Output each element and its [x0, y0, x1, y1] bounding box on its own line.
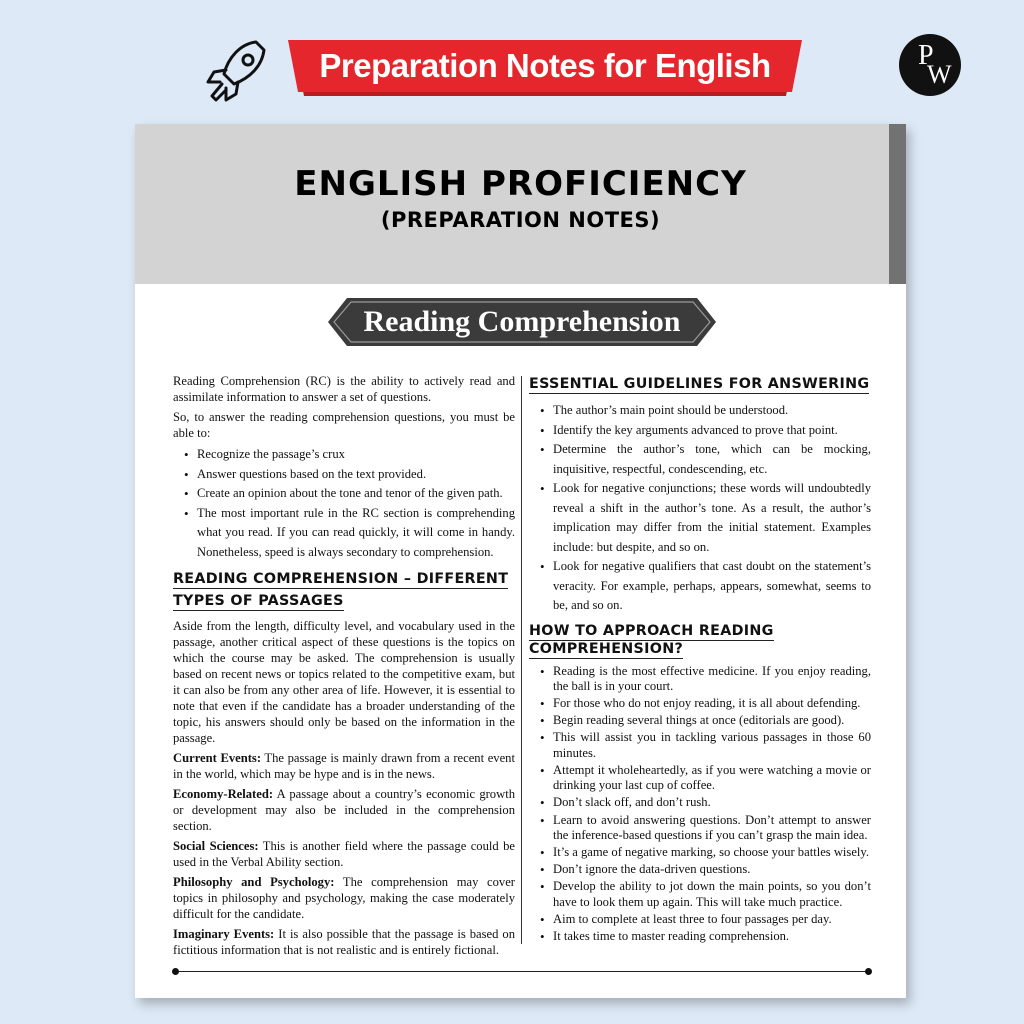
list-item: • Reading is the most effective medicine. If you enjoy reading, the ball is in your court.	[553, 664, 871, 695]
list-item: • Develop the ability to jot down the main points, so you don’t have to look them up again. This will take much practice.	[553, 879, 871, 910]
section-title: Reading Comprehension	[363, 305, 681, 338]
list-item: • Don’t slack off, and don’t rush.	[553, 795, 871, 811]
list-item: • Aim to complete at least three to four passages per day.	[553, 912, 871, 928]
list-item: • Learn to avoid answering questions. Don’t attempt to answer the inference-based questions if you can’t grasp the main idea.	[553, 813, 871, 844]
type-philosophy: Philosophy and Psychology: The comprehension may cover topics in philosophy and psychology, making the case moderately difficult for the candidate.	[173, 875, 515, 921]
header-edge	[889, 124, 906, 284]
rocket-icon	[204, 38, 268, 110]
logo-letter-w: W	[927, 60, 952, 89]
guidelines-list	[529, 401, 871, 616]
list-item: • Create an opinion about the tone and tenor of the given path.	[197, 484, 515, 504]
list-item: • It’s a game of negative marking, so choose your battles wisely.	[553, 845, 871, 861]
type-imaginary: Imaginary Events: It is also possible that the passage is based on fictitious information that is not realistic and is entirely fictional.	[173, 927, 515, 957]
passage-types-heading: READING COMPREHENSION – DIFFERENT TYPES OF PASSAGES	[173, 571, 509, 609]
page-subtitle: (PREPARATION NOTES)	[380, 208, 661, 232]
type-economy: Economy-Related: A passage about a country’s economic growth or development may also be included in the comprehension section.	[173, 787, 515, 833]
page-title: ENGLISH PROFICIENCY	[294, 164, 747, 204]
approach-list	[529, 664, 871, 945]
document-page	[135, 124, 906, 998]
column-divider	[521, 376, 522, 944]
banner-title: Preparation Notes for English	[319, 47, 771, 84]
rule-dot-left	[172, 968, 179, 975]
passage-types-paragraph: Aside from the length, difficulty level, and vocabulary used in the passage, another critical aspect of these questions is the topics on which the course may be asked. The comprehension is usually based on recent news or topics related to the competitive exam, but it can also be from any other area of life. However, it is essential to note that even if the candidate has a broader understanding of the topic, his answers should only be based on the information in the passage.	[173, 619, 515, 745]
list-item: • Recognize the passage’s crux	[197, 445, 515, 465]
list-item: • Identify the key arguments advanced to prove that point.	[553, 421, 871, 441]
logo-letter-p: P	[918, 40, 934, 71]
list-item: • Begin reading several things at once (editorials are good).	[553, 713, 871, 729]
list-item: • This will assist you in tackling various passages in those 60 minutes.	[553, 730, 871, 761]
approach-heading: HOW TO APPROACH READING COMPREHENSION?	[529, 622, 774, 657]
list-item: • Look for negative qualifiers that cast doubt on the statement’s veracity. For example, perhaps, appears, somewhat, seems to be, and so on.	[553, 557, 871, 616]
list-item: • Look for negative conjunctions; these words will undoubtedly reveal a shift in the author’s tone. As a result, the author’s implication may differ from the initial statement. Examples include: but despite, and so on.	[553, 479, 871, 557]
intro-lead: So, to answer the reading comprehension questions, you must be able to:	[173, 410, 515, 440]
list-item: • Don’t ignore the data-driven questions.	[553, 862, 871, 878]
pw-logo	[899, 34, 961, 96]
guidelines-heading: ESSENTIAL GUIDELINES FOR ANSWERING	[529, 376, 870, 392]
right-column	[529, 373, 871, 951]
header-band	[135, 124, 906, 284]
type-social-sciences: Social Sciences: This is another field where the passage could be used in the Verbal Ability section.	[173, 839, 516, 869]
bottom-rule	[175, 971, 869, 972]
rule-dot-right	[865, 968, 872, 975]
list-item: • Determine the author’s tone, which can be mocking, inquisitive, respectful, condescending, etc.	[553, 440, 871, 479]
intro-paragraph: Reading Comprehension (RC) is the ability to actively read and assimilate information to answer a set of questions.	[173, 374, 515, 404]
list-item: • The author’s main point should be understood.	[553, 401, 871, 421]
type-current-events: Current Events: The passage is mainly drawn from a recent event in the world, which may be hype and is in the news.	[173, 751, 515, 781]
section-title-pill	[327, 297, 717, 347]
left-column	[173, 373, 515, 962]
skills-list	[173, 445, 515, 562]
top-banner	[288, 40, 802, 98]
list-item: • Attempt it wholeheartedly, as if you were watching a movie or drinking your last cup of coffee.	[553, 763, 871, 794]
list-item: • For those who do not enjoy reading, it is all about defending.	[553, 696, 871, 712]
list-item: • It takes time to master reading comprehension.	[553, 929, 871, 945]
list-item: • Answer questions based on the text provided.	[197, 465, 515, 485]
list-item: • The most important rule in the RC section is comprehending what you read. If you can read quickly, it will come in handy. Nonetheless, speed is always secondary to comprehension.	[197, 504, 515, 563]
